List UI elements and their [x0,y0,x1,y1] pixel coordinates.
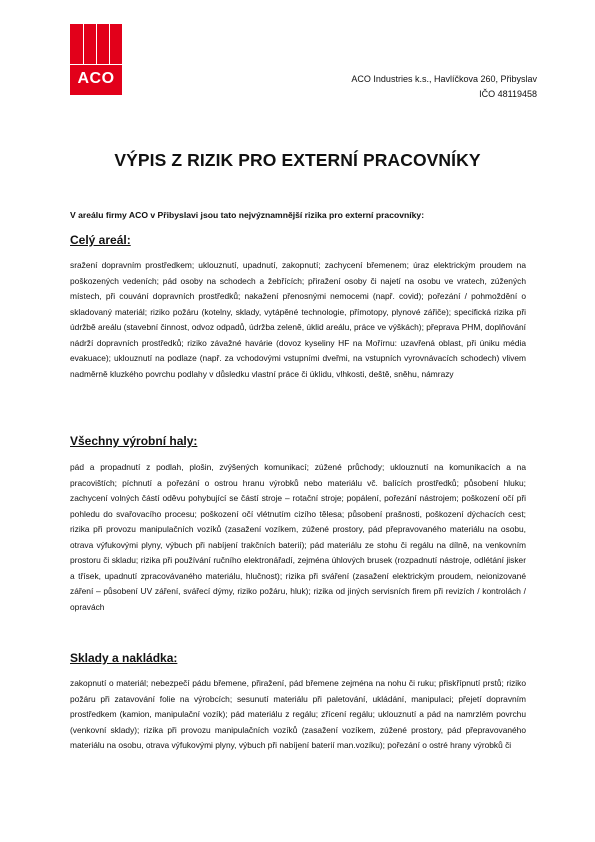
section-heading-whole-area: Celý areál: [70,233,131,247]
section-heading-warehouses: Sklady a nakládka: [70,651,178,665]
document-title: VÝPIS Z RIZIK PRO EXTERNÍ PRACOVNÍKY [114,150,481,170]
company-address: ACO Industries k.s., Havlíčkova 260, Přibyslav [351,74,537,84]
logo-grid [70,24,122,64]
logo-text: ACO [77,70,115,87]
section-text-whole-area: sražení dopravním prostředkem; uklouznutí, upadnutí, zakopnutí; zachycení břemenem; úraz elektrickým proudem na poškozených vedeních; pád osoby na schodech a žebřících; přiražení osoby či najetí na osobu ve vratech, zúžených místech, při couvání dopravních prostředků; nakažení přenosnými nemocemi (např. covid); pořezání / pohmoždění o skladovaný materiál; riziko požáru (kotelny, sklady, vytápěné technologie, přímotopy, plynové zářiče); specifická rizika při údržbě areálu (stavební činnost, odvoz odpadů, údržba zeleně, úklid areálu, práce ve výškách); přeprava PHM, doplňování nádrží dopravních prostředků; riziko závažné havárie (dovoz kyseliny HF na Mořírnu: uzavřená oblast, při úniku média evakuace); uklouznutí na podlaze (např. za vchodovými vstupními dveřmi, na vstupních vyrovnávacích schodech) vlivem nadměrně kluzkého povrchu podlahy v důsledku vlastní práce či úklidu, vlhkosti, deště, sněhu, námrazy [70,260,526,379]
company-id: IČO 48119458 [479,89,537,99]
section-text-production-halls: pád a propadnutí z podlah, plošin, zvýšených komunikací; zúžené průchody; uklouznutí na komunikacích a na pracovištích; píchnutí a pořezání o ostrou hranu výrobků nebo materiálu vč. balících prostředků; působení hluku; zachycení volných částí oděvu pohybující se částí stroje – rotační stroje; popálení, pořezání nástrojem; poškození očí při pohledu do svařovacího procesu; poškození očí vlétnutím cizího tělesa; působení prašnosti, poškození dýchacích cest; rizika při provozu manipulačních vozíků (zasažení vozíkem, zúžené prostory, pád přepravovaného materiálu na osobu, otrava výfukovými plyny, výbuch při nabíjení trakčních baterií); pád materiálu ze stohu či regálu na dílně, na venkovním prostoru či skladu; rizika při používání ručního elektronářadí, zejména úhlových brusek (rozpadnutí nástroje, odlétání jisker a třísek, upadnutí zpracovávaného materiálu, hlučnost); rizika při sváření (zasažení elektrickým proudem, neionizované záření – působení UV záření, svářecí dýmy, riziko požáru, hluk); rizika od jiných servisních firem při revizích / kontrolách / opravách [70,462,526,612]
logo-divider [70,64,122,65]
intro-text: V areálu firmy ACO v Přibyslavi jsou tato nejvýznamnější rizika pro externí pracovníky: [70,210,425,220]
aco-logo [70,24,122,95]
section-text-warehouses: zakopnutí o materiál; nebezpečí pádu břemene, přiražení, pád břemene zejména na nohu či ruku; přiskřípnutí prstů; riziko požáru při zatavování folie na výrobcích; sesunutí materiálu při paletování, ukládání, manipulaci; přejetí dopravním prostředkem (kamion, manipulační vozík); pád materiálu z regálu; zřícení regálu; uklouznutí a pád na namrzlém povrchu (venkovní sklady); rizika při provozu manipulačních vozíků (zasažení vozíkem, zúžené prostory, pád přepravovaného materiálu na osobu, otrava výfukovými plyny, výbuch při nabíjení baterií man.vozíku); pořezání o ostré hrany výrobků či [70,678,526,750]
company-info [351,72,537,102]
section-heading-production-halls: Všechny výrobní haly: [70,434,198,448]
